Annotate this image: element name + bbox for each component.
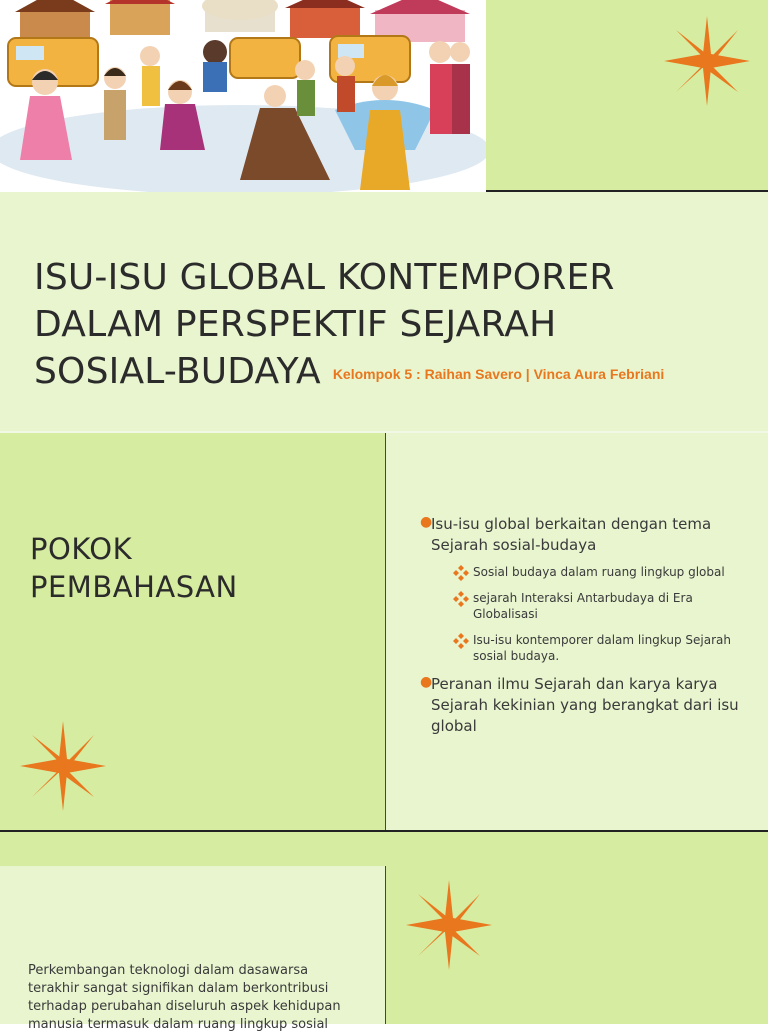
- star-burst-icon: [404, 880, 494, 970]
- sub-list-item: [431, 632, 750, 664]
- heading-line: POKOK: [30, 532, 133, 566]
- star-burst-icon: [662, 16, 752, 106]
- title-line-text: SOSIAL-BUDAYA: [34, 351, 321, 392]
- title-line: [34, 348, 754, 398]
- diamond-bullet-icon: [453, 565, 469, 581]
- title-line: DALAM PERSPEKTIF SEJARAH: [34, 304, 557, 345]
- list-item-text: Isu-isu global berkaitan dengan tema Sejarah sosial-budaya: [431, 515, 712, 554]
- list-item-text: Peranan ilmu Sejarah dan karya karya Sejarah kekinian yang berangkat dari isu global: [431, 675, 739, 735]
- section-heading: [30, 530, 370, 606]
- sub-list-item: [431, 564, 750, 580]
- title-line: ISU-ISU GLOBAL KONTEMPORER: [34, 257, 615, 298]
- page-title: [34, 254, 754, 398]
- diamond-bullet-icon: [453, 591, 469, 607]
- star-burst-icon: [18, 721, 108, 811]
- sub-list-item: [431, 590, 750, 622]
- list-item: [420, 514, 750, 664]
- cultural-illustration: [0, 0, 486, 192]
- sub-list-text: sejarah Interaksi Antarbudaya di Era Globalisasi: [473, 591, 693, 621]
- separator-strip: [0, 832, 768, 866]
- sub-list: [431, 564, 750, 664]
- heading-line: PEMBAHASAN: [30, 570, 238, 604]
- group-subtitle: Kelompok 5 : Raihan Savero | Vinca Aura Febriani: [332, 366, 665, 382]
- cultural-costumes-illustration-icon: [0, 0, 486, 192]
- bullet-dot-icon: ●: [420, 514, 433, 530]
- decor-panel: [486, 0, 768, 190]
- bullet-dot-icon: ●: [420, 674, 433, 690]
- list-item: [420, 674, 750, 737]
- heading-panel: [0, 433, 385, 830]
- sub-list-text: Sosial budaya dalam ruang lingkup global: [473, 565, 725, 579]
- decor-panel: [386, 866, 768, 1024]
- diamond-bullet-icon: [453, 633, 469, 649]
- sub-list-text: Isu-isu kontemporer dalam lingkup Sejarah sosial budaya.: [473, 633, 731, 663]
- body-paragraph: Perkembangan teknologi dalam dasawarsa terakhir sangat signifikan dalam berkontribusi terhadap perubahan diseluruh aspek kehidupan manusia termasuk dalam ruang lingkup sosial: [28, 963, 341, 1032]
- topic-list: [420, 514, 750, 747]
